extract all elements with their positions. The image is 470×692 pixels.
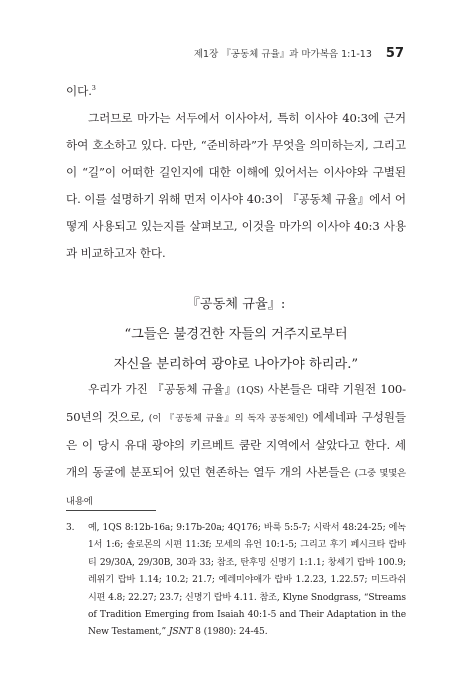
footnote-number: 3. bbox=[66, 523, 75, 533]
paragraph-1 bbox=[66, 78, 406, 267]
p2-segment-1: 우리가 가진 『공동체 규율』 bbox=[88, 382, 237, 396]
paragraph-1-text: 그러므로 마가는 서두에서 이사야서, 특히 이사야 40:3에 근거하여 호소하고 있다. 다만, “준비하라”가 무엇을 의미하는지, 그리고 이 “길”이 어떠한 길인지에 대한 이해에 있어서는 이사야와 구별된다. 이를 설명하기 위해 먼저 이사야 40:3이 『공동체 규율』에서 어떻게 사용되고 있는지를 살펴보고, 이것을 마가의 이사야 40:3 사용과 비교하고자 한다. bbox=[66, 111, 406, 260]
footnote-text-part-1: 예, 1QS 8:12b-16a; 9:17b-20a; 4Q176; 바룩 5:5-7; 시락서 48:24-25; 에녹1서 1:6; 솔로몬의 시편 11:3f; 모세의 유언 10:1-5; 그리고 후기 페시크타 랍바티 29/30A, 29/30B, 30과 33; 참조, 탄후밍 신명기 1:1.1; 창세기 랍바 100.9; 레위기 랍바 1.14; 10.2; 21.7; 예레미야애가 랍바 1.2.23, 1.22.57; 미드라쉬 시편 4.8; 22.27; 23.7; 신명기 랍바 4.11. 참조, Klyne Snodgrass, “Streams of Tradition Emerging from Isaiah 40:1-5 and Their Adaptation in the New Testament,” bbox=[88, 523, 406, 638]
p2-segment-2: 사본들은 대략 기원전 100-50년의 것으로, bbox=[66, 382, 406, 424]
footnote-3 bbox=[66, 520, 406, 642]
paragraph-2 bbox=[66, 376, 406, 515]
p2-small-2: (이 『공동체 규율』의 독자 공동체인) bbox=[148, 413, 309, 424]
p2-small-3: (그중 몇몇은 내용에 bbox=[66, 468, 406, 507]
paragraph-1-lead bbox=[66, 78, 406, 105]
page-number: 57 bbox=[385, 46, 404, 61]
section-heading-line-2: “그들은 불경건한 자들의 거주지로부터 bbox=[124, 327, 348, 342]
section-heading-line-3: 자신을 분리하여 광야로 나아가야 하리라.” bbox=[113, 357, 359, 372]
lead-text: 이다. bbox=[66, 84, 92, 98]
paragraph-2-text bbox=[66, 376, 406, 515]
running-head: 제1장 『공동체 규율』과 마가복음 1:1-13 bbox=[193, 49, 372, 60]
p2-small-1: (1QS) bbox=[236, 385, 264, 396]
page-header bbox=[194, 46, 404, 64]
section-heading bbox=[66, 290, 406, 380]
p2-segment-3: 에세네파 구성원들은 이 당시 유대 광야의 키르베트 쿰란 지역에서 살았다고 한다. 세 개의 동굴에 분포되어 있던 현존하는 열두 개의 사본들은 bbox=[66, 410, 406, 479]
footnote-text bbox=[88, 520, 406, 642]
footnote-ref-3[interactable]: 3 bbox=[91, 84, 96, 92]
section-heading-line-1: 『공동체 규율』: bbox=[186, 297, 286, 312]
footnote-journal: JSNT bbox=[168, 627, 193, 638]
footnote-text-part-2: 8 (1980): 24-45. bbox=[192, 627, 268, 638]
footnote-divider bbox=[66, 510, 156, 511]
